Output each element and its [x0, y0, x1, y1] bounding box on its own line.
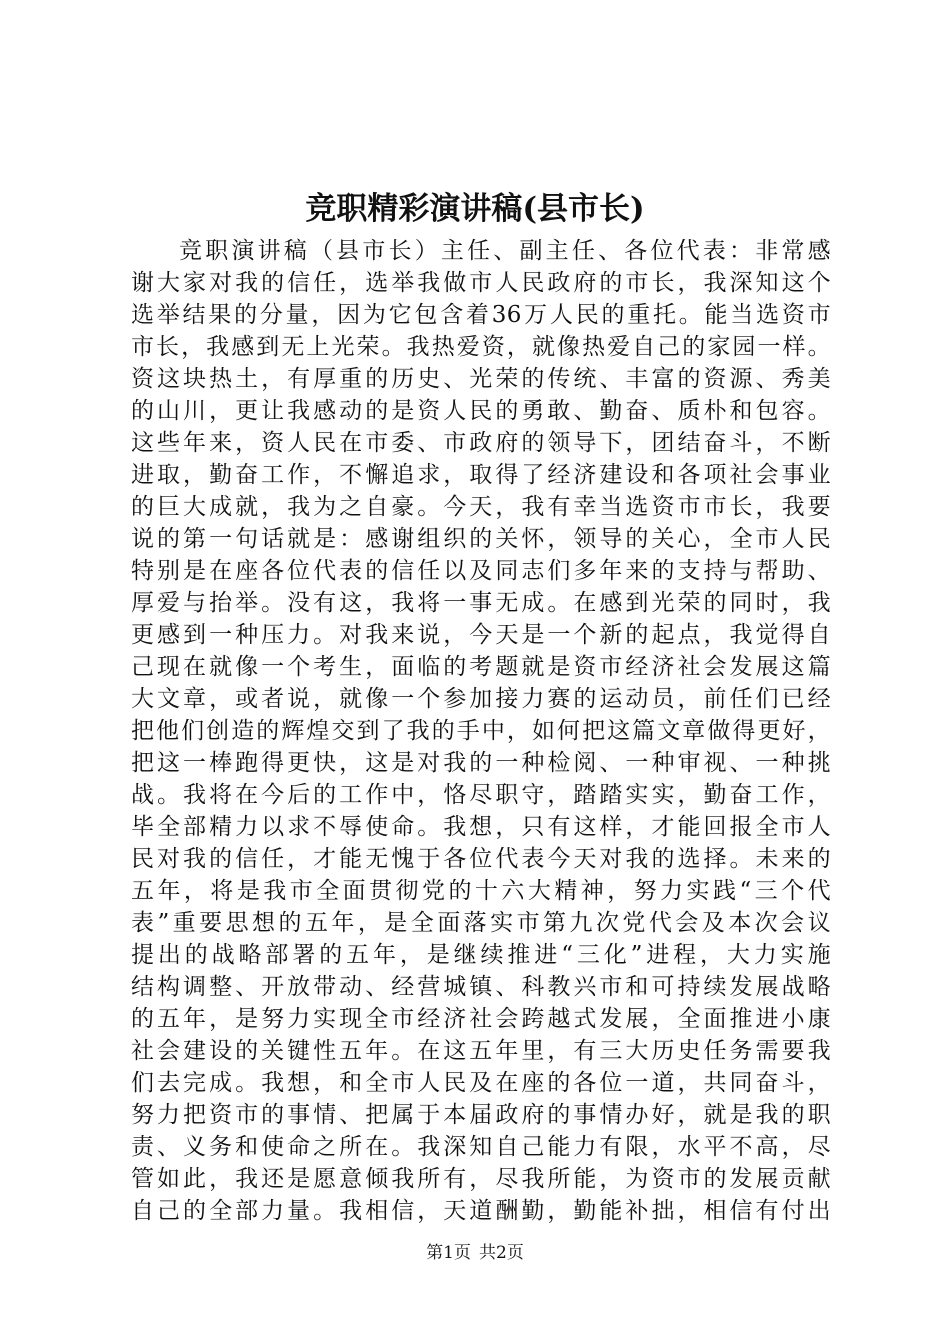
body-line: 的五年，是努力实现全市经济社会跨越式发展，全面推进小康 [131, 1006, 831, 1032]
body-line: 厚爱与抬举。没有这，我将一事无成。在感到光荣的同时，我 [131, 590, 831, 616]
body-line: 选举结果的分量，因为它包含着36万人民的重托。能当选资市 [131, 302, 831, 328]
body-line: 己现在就像一个考生，面临的考题就是资市经济社会发展这篇 [131, 654, 831, 680]
body-line: 的巨大成就，我为之自豪。今天，我有幸当选资市市长，我要 [131, 494, 831, 520]
body-line: 进取，勤奋工作，不懈追求，取得了经济建设和各项社会事业 [131, 462, 831, 488]
body-line: 把他们创造的辉煌交到了我的手中，如何把这篇文章做得更好， [131, 718, 831, 744]
body-line: 大文章，或者说，就像一个参加接力赛的运动员，前任们已经 [131, 686, 831, 712]
body-line: 特别是在座各位代表的信任以及同志们多年来的支持与帮助、 [131, 558, 831, 584]
body-line: 毕全部精力以求不辱使命。我想，只有这样，才能回报全市人 [131, 814, 831, 840]
body-line: 努力把资市的事情、把属于本届政府的事情办好，就是我的职 [131, 1102, 831, 1128]
body-line: 谢大家对我的信任，选举我做市人民政府的市长，我深知这个 [131, 270, 831, 296]
body-line: 把这一棒跑得更快，这是对我的一种检阅、一种审视、一种挑 [131, 750, 831, 776]
body-line: 民对我的信任，才能无愧于各位代表今天对我的选择。未来的 [131, 846, 831, 872]
body-line: 更感到一种压力。对我来说，今天是一个新的起点，我觉得自 [131, 622, 831, 648]
document-body [131, 235, 831, 1227]
page-total: 共2页 [479, 1243, 524, 1263]
body-line: 结构调整、开放带动、经营城镇、科教兴市和可持续发展战略 [131, 974, 831, 1000]
body-line: 提出的战略部署的五年，是继续推进“三化”进程，大力实施 [131, 942, 831, 968]
body-line: 自己的全部力量。我相信，天道酬勤，勤能补拙，相信有付出 [131, 1198, 831, 1224]
page-footer [0, 1241, 950, 1265]
body-line: 管如此，我还是愿意倾我所有，尽我所能，为资市的发展贡献 [131, 1166, 831, 1192]
body-line: 五年，将是我市全面贯彻党的十六大精神，努力实践“三个代 [131, 878, 831, 904]
body-line: 社会建设的关键性五年。在这五年里，有三大历史任务需要我 [131, 1038, 831, 1064]
body-line: 们去完成。我想，和全市人民及在座的各位一道，共同奋斗， [131, 1070, 831, 1096]
body-line: 资这块热土，有厚重的历史、光荣的传统、丰富的资源、秀美 [131, 366, 831, 392]
body-line: 表”重要思想的五年，是全面落实市第九次党代会及本次会议 [131, 910, 831, 936]
body-line: 竞职演讲稿（县市长）主任、副主任、各位代表：非常感 [179, 238, 831, 264]
body-line: 说的第一句话就是：感谢组织的关怀，领导的关心，全市人民 [131, 526, 831, 552]
document-title: 竞职精彩演讲稿(县市长) [305, 191, 645, 227]
body-line: 这些年来，资人民在市委、市政府的领导下，团结奋斗，不断 [131, 430, 831, 456]
body-line: 的山川，更让我感动的是资人民的勇敢、勤奋、质朴和包容。 [131, 398, 831, 424]
page-number: 第1页 [426, 1243, 471, 1263]
body-line: 市长，我感到无上光荣。我热爱资，就像热爱自己的家园一样。 [131, 334, 831, 360]
body-line: 战。我将在今后的工作中，恪尽职守，踏踏实实，勤奋工作， [131, 782, 831, 808]
body-line: 责、义务和使命之所在。我深知自己能力有限，水平不高，尽 [131, 1134, 831, 1160]
